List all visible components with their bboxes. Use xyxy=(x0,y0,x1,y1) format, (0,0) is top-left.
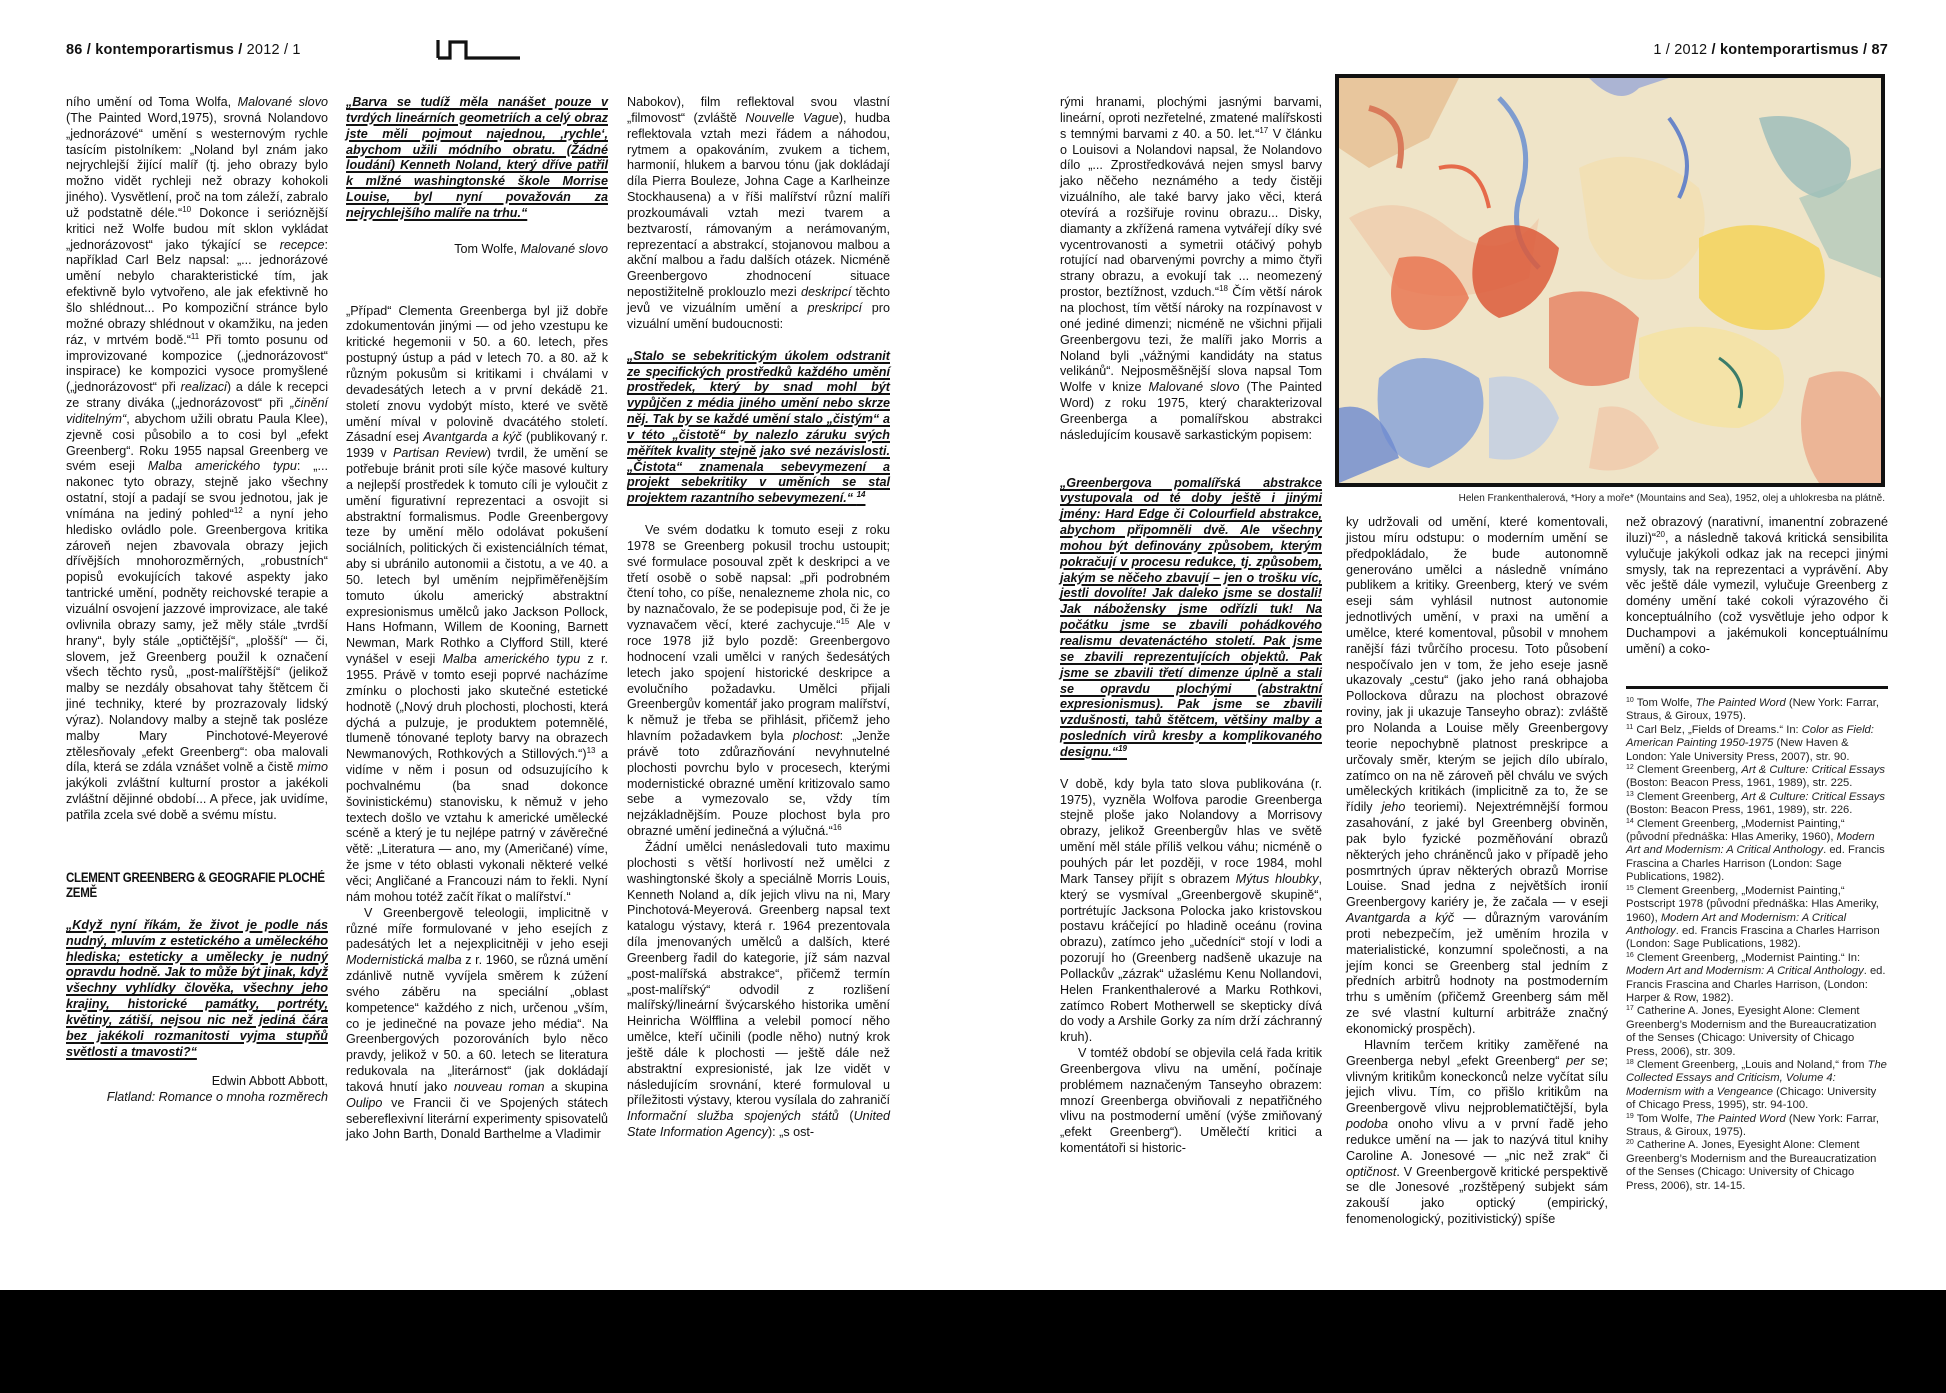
footnote-text: Clement Greenberg, xyxy=(1636,790,1742,803)
text-run: : „... nakonec tyto obrazy, stejně jako všechny ostatní, stojí a padají se svou jednotou, jak je vnímána na jediný pohled“ xyxy=(66,459,328,521)
text-run: Hlavním terčem kritiky zaměřené na Greenberga nebyl „efekt Greenberg“ xyxy=(1346,1037,1608,1068)
italic-text: per se xyxy=(1566,1053,1605,1068)
text-run: ( xyxy=(838,1109,854,1124)
header-separator: / xyxy=(82,42,96,58)
footnote xyxy=(1626,764,1888,791)
footnote-number: 16 xyxy=(1626,951,1634,959)
footnote-text: (Boston: Beacon Press, 1961, 1989), str. 226. xyxy=(1626,804,1853,817)
italic-text: Oulipo xyxy=(346,1095,383,1110)
italic-text: optičnost xyxy=(1346,1164,1397,1179)
text-run: ): „s ost- xyxy=(767,1125,815,1140)
left-page-header xyxy=(66,42,301,58)
text-run: a nyní jeho hledisko ovládlo pole. Greenbergova kritika zároveň nejen zbavovala obrazy jejich dřívějších mnohorozměrných, „robustních“ popisů evokujících takové aspekty jako tantrické umění, podněty reichovské terapie a vizuální osvojení jazzové improvizace, ale také ovlivnila obrazy samy, jež měly stále „tvrdší hrany“, byly stále „optičtější“, „plošší“ — či, slovem, jež Greenberg použil k označení všech těchto rysů, „post-malířštější“ (jelikož malby se nezdály obsahovat tahy štětcem či jiné techniky, které by prozrazovaly lidský výraz). Nolandovy malby a stejně tak posléze malby Mary Pinchotové-Meyerové ztělesňovaly „efekt Greenberg“: oba malovali díla, která se zdála vznášet volně a čistě xyxy=(66,506,328,775)
right-magazine-name: kontemporartismus xyxy=(1720,42,1859,58)
text-run: (publikovaný r. 1939 v xyxy=(346,430,608,461)
footnote-text: Clement Greenberg, „Modernist Painting,“ (původní přednáška: Hlas Ameriky, 1960), xyxy=(1626,817,1845,844)
paragraph xyxy=(1346,515,1608,1038)
italic-text: Mýtus hloubky xyxy=(1235,871,1319,886)
footnote-title: Modern Art and Modernism: A Critical Anthology xyxy=(1626,831,1875,857)
paragraph xyxy=(1626,515,1888,658)
footnote-text: . ed. Francis Frascina a Charles Harrison (London: Sage Publications, 1982). xyxy=(1626,924,1880,951)
text-run: z r. 1955. Právě v tomto eseji poprvé nacházíme zmínku o plochosti jako skutečné estetické hodnotě („Nový druh plochosti, plochosti, která dýchá a pulzuje, je produktem potemnělé, tlumeně tónované teploty barvy na obrazech Newmanových, Rothkových a Stillových.“) xyxy=(346,652,608,762)
footnote-ref: 11 xyxy=(190,331,200,341)
text-run: V době, kdy byla tato slova publikována (r. 1975), vyzněla Wolfova parodie Greenberga stejně ploše jako Nolandovy a Morrisovy obrazy, jelikož Greenbergův hlas ve světě umění měl stále příliš velkou váhu; nicméně o pouhých pár let později, v roce 1984, mohl Mark Tansey přijít s obrazem xyxy=(1060,776,1322,886)
footnote-number: 13 xyxy=(1626,790,1634,798)
footnote-text: Tom Wolfe, xyxy=(1636,1112,1696,1125)
text-run: : „Jenže právě toto zdůrazňování nevyhnutelné plochosti povrchu bylo v procesech, kterými modernistické obrazné umění kritizovalo samo sebe a vymezovalo se, vždy tím nejzákladnějším. Pouze plochost byla pro obrazné umění jedinečná a výlučná.“ xyxy=(627,729,890,839)
footnote-text: Clement Greenberg, „Louis and Noland,“ from xyxy=(1636,1058,1868,1071)
text-run: a vidíme v něm i posun od odsuzujícího k pochvalnému (ba snad dokonce šovinistickému) stanovisku, k němuž v jeho textech došlo ve vztahu k americké umělecké scéně a který je tu nejlépe patrný v závěrečné větě: „Literatura — ano, my (Američané) víme, že jsme v této oblasti vykonali některé velké věci; Angličané a Francouzi nám to řekli. Nyní nám mohou totéž začít říkat o malířství.“ xyxy=(346,747,608,904)
text-run: , abychom užili obratu Paula Klee), zjevně cosi působilo a to cosi byl „efekt Greenberg“. Roku 1955 napsal Greenberg ve svém eseji xyxy=(66,411,328,474)
italic-text: Avantgarda a kýč xyxy=(1346,911,1455,926)
italic-text: Avantgarda a kýč xyxy=(423,430,522,445)
footnote-title: Art & Culture: Critical Essays xyxy=(1741,764,1885,777)
left-page-number: 86 xyxy=(66,42,83,58)
footnote-number: 11 xyxy=(1626,723,1634,731)
right-issue: 1 / 2012 xyxy=(1653,42,1708,58)
italic-text: realizaci xyxy=(180,380,227,395)
footnote-ref: 10 xyxy=(182,204,192,214)
footnote-text: Clement Greenberg, xyxy=(1636,764,1742,777)
column-2 xyxy=(346,95,608,1143)
italic-text: United State Information Agency xyxy=(627,1109,890,1140)
italic-text: Partisan Review xyxy=(392,446,487,461)
left-magazine-name: kontemporartismus xyxy=(95,42,234,58)
footnote-text: Clement Greenberg, „Modernist Painting.“ In: xyxy=(1636,951,1861,964)
italic-text: Malované slovo xyxy=(520,241,608,256)
text-run: ) a dále k recepci ze strany diváka („jednorázovost“ při xyxy=(66,380,328,411)
footnote-title: The Collected Essays and Criticism, Volume 4: Modernism with a Vengeance xyxy=(1626,1058,1887,1098)
column-4 xyxy=(1060,95,1322,1157)
footnote-number: 18 xyxy=(1626,1058,1634,1066)
column-5 xyxy=(1346,515,1608,1228)
italic-text: recepce xyxy=(279,237,325,252)
text-run: pro vizuální umění budoucnosti: xyxy=(627,300,890,331)
footnote-ref: 16 xyxy=(832,823,842,833)
right-page-number: 87 xyxy=(1871,42,1888,58)
italic-text: preskripcí xyxy=(807,300,863,315)
paragraph xyxy=(346,906,608,1144)
italic-text: plochost xyxy=(792,729,840,744)
text-run: V článku o Louisovi a Nolandovi napsal, že Nolandovo dílo „... Zprostředkovává nejen smysl barvy jako něčeho neznámého a tedy čistěji vizuálního, ale také barvy jako věci, která otevírá a rozšiřuje rovinu obrazu... Disky, diamanty a zkřížená ramena vytvářejí díky své vycentrovanosti a symetrii otáčivý pohyb rotující nad obarvenými povrchy a mimo čtyři strany obrazu, a evokují tak ... neomezený prostor, beztížnost, vzduch.“ xyxy=(1060,126,1322,300)
footnote xyxy=(1626,952,1888,1006)
bottom-black-bar xyxy=(0,1290,1946,1393)
header-separator: / xyxy=(1707,42,1721,58)
text-run: — důrazným varováním proti nebezpečím, jež uměním hrozila v materialistické, konzumní společnosti, a na jejím konci se Greenberg stal jedním z předních arbitrů hodnoty na postmoderním trhu s uměním (přičemž Greenberg sám měl ze své vlastní kulturní arbitráže značný ekonomický prospěch). xyxy=(1346,911,1608,1036)
section-heading: CLEMENT GREENBERG & GEOGRAFIE PLOCHÉ ZEMĚ xyxy=(66,869,325,900)
text-run: , který se vysmíval „Greenbergově skupině“, portrétujíc Jacksona Polocka jako kristovskou postavu kráčející po hladině oceánu (rovina obrazu), zatímco jeho „učedníci“ stojí v lodi a pozorují ho (Greenberg nadšeně ukazuje na Pollackův „zázrak“ užaslému Kenu Nollandovi, Helen Frankenthalerové a Marku Rothkovi, zatímco Robert Motherwell se skepticky dívá do vody a Arshile Gorky za ním drží záchranný kruh). xyxy=(1060,871,1322,1045)
paragraph xyxy=(346,304,608,906)
figure-caption: Helen Frankenthalerová, *Hory a moře* (Mountains and Sea), 1952, olej a uhlokresba na plátně. xyxy=(1458,493,1885,504)
italic-text: Malba amerického typu xyxy=(147,459,297,474)
paragraph xyxy=(1060,777,1322,1046)
footnote-text: . ed. Francis Frascina and Charles Harrison, (London: Harper & Row, 1982). xyxy=(1626,965,1886,1004)
text-run: než obrazový (narativní, imanentní zobrazené iluzi)“ xyxy=(1626,515,1888,545)
paragraph xyxy=(627,523,890,840)
paragraph xyxy=(627,95,890,333)
abstract-painting-illustration xyxy=(1339,78,1881,483)
text-run: Žádní umělci nenásledovali tuto maximu plochosti s větší horlivostí než umělci z washingtonské školy a speciálně Morris Louis, Kenneth Noland a, dík jejich vlivu na ni, Mary Pinchotová-Meyerová. Greenberg napsal text katalogu výstavy, která r. 1964 prezentovala díla jmenovaných umělců a dalších, které Greenberg řadil do kategorie, jíž sám nazval „post-malířská abstrakce“, přičemž termín „post-malířský“ odvodil z rozlišení malířský/lineární švýcarského historika umění Heinricha Wölfflina a velebil pomocí něho umělce, kteří učinili (podle něho) nutný krok ještě dále k plochosti — ještě dále než abstraktní expresionisté, jak lze vidět v následujícím srovnání, které formuloval u příležitosti výstavy, kterou vysílala do zahraničí xyxy=(627,839,890,1108)
italic-text: podoba xyxy=(1346,1117,1389,1132)
footnote xyxy=(1626,1139,1888,1193)
italic-text: Malované slovo xyxy=(237,95,328,109)
footnote-title: Color as Field: American Painting 1950-1975 xyxy=(1626,723,1874,750)
footnote-text: (New York: Farrar, Straus, & Giroux, 1975). xyxy=(1626,697,1879,723)
text-run: Ale v roce 1978 již bylo pozdě: Greenbergovo hodnocení vzali umělci v raných šedesátých letech jako spojení historické deskripce a evolučního požadavku. Umělci přijali Greenbergův komentář jako program malířství, k němuž je třeba se přihlásit, přičemž jeho hlavním požadavkem byla xyxy=(627,618,890,744)
footnote-number: 12 xyxy=(1626,764,1634,772)
footnote-text: Catherine A. Jones, Eyesight Alone: Clement Greenberg’s Modernism and the Bureaucratization of the Senses (Chicago: University of Chicago Press, 2006), str. 309. xyxy=(1626,1005,1877,1058)
footnote-title: Modern Art and Modernism: A Critical Anthology xyxy=(1626,911,1847,937)
italic-text: „činění viditelným“ xyxy=(66,396,328,426)
footnote-ref: 13 xyxy=(586,746,596,756)
text-run: ky udržovali od umění, které komentovali, jistou míru odstupu: o moderním umění se předpokládalo, že bude autonomně generováno umělci a následně vnímáno publikem a kritiky. Greenberg, který ve svém eseji sám vyhlásil nutnost autonomie jednotlivých umění, v praxi na umění a umělce, které komentoval, působil v mnohem ranější fázi tvůrčího procesu. Toto působení nespočívalo jen v tom, že jeho eseje jasně ukazovaly „cestu“ (jako jeho raná obhajoba Pollockova důrazu na plochost obrazové roviny, jak ji ukazuje Tanseyho obraz): zvláště pro Nolanda a Louise měly Greenbergovy teorie nepochybně platnost preskripce a určovaly směr, kterým se jejich dílo ubíralo, zatímco on na ně zároveň pěl chválu ve svých uměleckých kritikách (implicitně za to, že se řídily xyxy=(1346,515,1608,815)
text-run: Ve svém dodatku k tomuto eseji z roku 1978 se Greenberg pokusil trochu ustoupit; své formulace posouval zpět k deskripci a ve třetí osobě o sobě napsal: „při podrobném čtení toho, co píše, nenalezneme zhola nic, co by naznačovalo, že se podepisuje pod, či že je vyznavačem věcí, které zachycuje.“ xyxy=(627,523,890,633)
footnote-text: (Chicago: University of Chicago Press, 1995), str. 94-100. xyxy=(1626,1085,1877,1112)
text-run: „Stalo se sebekritickým úkolem odstranit ze specifických prostředků každého umění prostředek, který by snad mohl být vypůjčen z média jiného umění nebo skrze něj. Tak by se každé umění stalo „čistým“ a v této „čistotě“ by nalezlo záruku svých měřítek kvality stejně jako své nezávislosti. „Čistota“ znamenala sebevymezení a projekt sebekritiky v uměních se stal projektem razantního sebevymezení.“ xyxy=(627,348,890,506)
header-separator: / xyxy=(233,42,247,58)
epigraph-attribution xyxy=(66,1074,328,1106)
text-run: „Případ“ Clementa Greenberga byl již dobře zdokumentován jinými — od jeho vzestupu ke kritické hegemonii v 50. a 60. letech, přes postupný ústup a pád v letech 70. a 80. až k různým pokusům si kritikami i chválami v devadesátých letech a v první dekádě 21. století znovu vydobýt místo, které ve světě umění míval v polovině dvacátého století. Zásadní esej xyxy=(346,303,608,445)
text-run: . V Greenbergově kritické perspektivě se dle Jonesové „rozštěpený subjekt sám zakouší jako optický (empirický, fenomenologický, pozitivistický) spíše xyxy=(1346,1164,1608,1227)
text-run: Edwin Abbott Abbott, xyxy=(211,1074,328,1089)
text-run: ního umění od Toma Wolfa, xyxy=(66,95,238,109)
text-run: Dokonce i serióznější kritici než Wolfe budou mít sklon vykládat „jednorázovost“ jako týkající se xyxy=(66,205,328,252)
text-run: ve Francii či ve Spojených státech sebereflexivní literární experimenty spisovatelů jako John Barth, Donald Barthelme a Vladimir xyxy=(346,1095,608,1142)
text-run: z r. 1960, se různá umění zdánlivě nutně vyvíjela směrem k zúžení svého záběru na speciální „oblast kompetence“ každého z nich, určenou „vším, co je jedinečné na povaze jeho média“. Na Greenbergových pozorováních bylo něco pravdy, jelikož v 50. a 60. letech se literatura redukovala na „literárnost“ (jak dokládají taková hnutí jako xyxy=(346,953,608,1094)
footnote-number: 17 xyxy=(1626,1005,1634,1013)
footnote-ref: 17 xyxy=(1259,125,1269,135)
footnote-text: (New Haven & London: Yale University Press, 2007), str. 90. xyxy=(1626,737,1850,763)
footnotes-divider xyxy=(1626,686,1888,689)
italic-text: Flatland: Romance o mnoha rozměrech xyxy=(106,1090,328,1105)
block-quote xyxy=(1060,476,1322,761)
left-issue: 2012 / 1 xyxy=(246,42,301,58)
text-run: Čím větší nárok na plochost, tím větší nároky na rozpínavost v oné jediné dimenzi; nicméně ne všichni přijali Greenbergovu tezi, že malíři jako Morris a Noland byli „vážnými kandidáty na status velikánů“. Nejposměšnější slova napsal Tom Wolfe v knize xyxy=(1060,285,1322,395)
text-run: těchto jevů ve vizuálním umění a xyxy=(627,285,890,315)
text-run: (The Painted Word,1975), srovná Nolandovo „jednorázové“ umění s westernovým rychle tasícím pistolníkem: „Noland byl znám jako nejrychlejší žijící malíř (tj. jeho obrazy bylo možno vidět rychleji než obrazy kohokoli jiného). Vysvětlení, proč na tom záleží, zabralo už podstatně déle.“ xyxy=(66,110,328,220)
footnote-text: (New York: Farrar, Straus, & Giroux, 1975). xyxy=(1626,1112,1879,1138)
footnote-title: The Painted Word xyxy=(1695,697,1786,709)
footnote xyxy=(1626,885,1888,952)
footnote xyxy=(1626,1005,1888,1059)
paragraph xyxy=(1060,95,1322,444)
footnote-ref: 20 xyxy=(1656,529,1665,539)
painting-image xyxy=(1335,74,1885,487)
text-run: jakýkoli zvláštní kulturní prostor a jakékoli zvláštní dějinné období... A přece, jak uvidíme, patřila zcela své době a svému místu. xyxy=(66,776,328,822)
text-run: rými hranami, plochými jasnými barvami, lineární, oproti nezřetelné, zmatené malířskosti s temnými barvami z 40. a 50. let.“ xyxy=(1060,95,1322,141)
footnote-title: Art & Culture: Critical Essays xyxy=(1741,790,1885,803)
epigraph-attribution xyxy=(346,242,608,258)
epigraph-quote: „Když nyní říkám, že život je podle nás nudný, mluvím z estetického a uměleckého hlediska; esteticky a umělecky je nudný opravdu hodně. Jak to může být jinak, když všechny vyhlídky člověka, všechny jeho krajiny, historické památky, portréty, květiny, zátiší, nejsou nic než jediná čára bez jakékoli rozmanitosti vyjma stupňů světlosti a tmavosti?“ xyxy=(66,917,328,1059)
text-run: ), hudba reflektovala vztah mezi řádem a náhodou, rytmem a opakováním, zvukem a tichem, harmonií, hlukem a barvou tónu (jak dokládají díla Pierra Bouleze, Johna Cage a Karlheinze Stockhausena) a v říši malířství různí malíři prozkoumávali vztah mezi tvarem a beztvarostí, rámovaným a nerámovaným, reprezentací a abstrakcí, stojanovou malbou a akční malbou a řadu dalších otázek. Nicméně Greenbergovo zhodnocení situace nepostižitelně proklouzlo mezi xyxy=(627,110,891,300)
paragraph xyxy=(66,95,328,824)
column-3 xyxy=(627,95,890,1141)
italic-text: Malba amerického typu xyxy=(442,652,581,667)
text-run: (The Painted Word) z roku 1975, který charakterizoval Greenberga a pomalířskou abstrakci následujícím kousavě sarkastickým popisem: xyxy=(1060,380,1322,442)
footnote-text: Tom Wolfe, xyxy=(1636,697,1696,709)
footnote xyxy=(1626,1113,1888,1140)
footnote-number: 10 xyxy=(1626,697,1634,704)
footnotes xyxy=(1626,697,1888,1193)
text-run: „Greenbergova pomalířská abstrakce vystupovala od té doby ještě i jinými jmény: Hard Edge či Colourfield abstrakce, abychom připomněli dvě. Ale všechny mohou být definovány způsobem, kterým pokračují v procesu redukce, tj. způsobem, jakým se něčeho zbavují – jen o trošku víc, jestli dovolíte! Jak daleko jsme se dostali! Jak nábožensky jsme odřízli tuk! Na počátku jsme se zbavili pohádkového realismu devatenáctého století. Pak jsme se zbavili reprezentujících objektů. Pak jsme se zbavili třetí dimenze úplně a stali se opravdu plochými (abstraktní expresionismus). Pak jsme se zbavili vzdušnosti, tahů štětcem, většiny malby a posledních virů kresby a komplikovaného designu.“ xyxy=(1060,475,1322,759)
footnote-number: 19 xyxy=(1626,1112,1634,1120)
footnote-ref: 14 xyxy=(856,490,866,500)
footnote-title: The Painted Word xyxy=(1695,1112,1786,1125)
paragraph xyxy=(1346,1038,1608,1228)
footnote-title: Modern Art and Modernism: A Critical Anthology xyxy=(1626,965,1864,978)
italic-text: deskripcí xyxy=(800,285,852,300)
footnote-number: 20 xyxy=(1626,1139,1634,1147)
magazine-logo-icon xyxy=(436,38,522,60)
footnote-ref: 18 xyxy=(1219,284,1228,294)
text-run: Nabokov), film reflektoval svou vlastní „filmovost“ (zvláště xyxy=(627,95,890,125)
text-run: onoho vlivu a v první řadě jeho redukce umění na — jak to nazývá titul knihy Caroline A. Jonesové — „nic než zrak“ či xyxy=(1346,1117,1608,1163)
text-run: a skupina xyxy=(544,1079,608,1094)
footnote-ref: 19 xyxy=(1118,743,1127,753)
italic-text: Nouvelle Vague xyxy=(745,110,839,125)
footnote-text: Catherine A. Jones, Eyesight Alone: Clement Greenberg’s Modernism and the Bureaucratization of the Senses (Chicago: University of Chicago Press, 2006), str. 14-15. xyxy=(1626,1139,1877,1192)
footnote-text: Carl Belz, „Fields of Dreams.“ In: xyxy=(1636,723,1802,736)
italic-text: nouveau roman xyxy=(453,1079,545,1094)
paragraph: V tomtéž období se objevila celá řada kritik Greenbergova vlivu na umění, počínaje problémem naznačeným Tanseyho obrazem: mnozí Greenberga obviňovali z nepatřičného vlivu na postmoderní umění (výše zmiňovaný „efekt Greenberg“). Umělečtí kritici a komentátoři si historic- xyxy=(1060,1046,1322,1156)
footnote xyxy=(1626,1059,1888,1113)
italic-text: mimo xyxy=(297,760,328,775)
paragraph xyxy=(627,840,890,1141)
text-run: ; vlivným kritikům koneckonců nelze vyčítat sílu jejich vlivu. Tím, co přišlo kritikům na Greenbergově vlivu nejproblematičtější, byla xyxy=(1346,1053,1608,1116)
footnote xyxy=(1626,724,1888,764)
footnote-number: 14 xyxy=(1626,817,1634,825)
footnote xyxy=(1626,791,1888,818)
column-1 xyxy=(66,95,328,1106)
footnote-text: Clement Greenberg, „Modernist Painting,“ Postscript 1978 (původní přednáška: Hlas Ameriky, 1960), xyxy=(1626,884,1879,924)
epigraph-quote: „Barva se tudíž měla nanášet pouze v tvrdých lineárních geometriích a celý obraz jste měli pojmout najednou, ‚rychle‘, abychom užili módního obratu. (Žádné loudání) Kenneth Noland, který dříve patřil k mlžné washingtonské škole Morrise Louise, byl nyní považován za nejrychlejšího malíře na trhu.“ xyxy=(346,95,608,220)
italic-text: Modernistická malba xyxy=(346,953,462,968)
text-run: V Greenbergově teleologii, implicitně v různé míře formulované v jeho esejích z padesátých let a nejexplicitněji v jeho eseji xyxy=(346,905,608,952)
right-page-header xyxy=(1653,42,1888,58)
text-run: , a následně taková kritická sensibilita vylučuje jakýkoli odkaz jak na recepci jinými smysly, tak na reprezentaci a vyprávění. Aby věc ještě dále vymezil, vylučuje Greenberg z domény umění také cokoli výrazového či konceptuálního (což vysvětluje jeho odpor k Duchampovi a jakémukoli konceptuálnímu umění) a coko- xyxy=(1626,530,1888,656)
footnote-number: 15 xyxy=(1626,884,1634,892)
footnote-ref: 15 xyxy=(840,617,850,627)
header-separator: / xyxy=(1858,42,1872,58)
footnote-text: (Boston: Beacon Press, 1961, 1989), str. 225. xyxy=(1626,777,1853,790)
text-run: ) tvrdil, že umění se potřebuje bránit proti síle kýče masové kultury a nejlepší prostředek k tomuto cíli je vyloučit z umění figurativní reprezentaci a osvojit si abstraktní formalismus. Podle Greenbergovy teze by umění mělo odolávat pokušení sociálních, politických či existenciálních témat, aby si ubránilo autonomii a čistotu, a ve 40. a 50. letech byl uměním nejpřiměřenějším tomuto úkolu americký abstraktní expresionismus umělců jako Jackson Pollock, Hans Hofmann, Willem de Kooning, Barnett Newman, Mark Rothko a Clyfford Still, které vynášel v eseji xyxy=(346,446,608,667)
footnote xyxy=(1626,818,1888,885)
footnote-ref: 12 xyxy=(233,505,243,515)
footnote xyxy=(1626,697,1888,724)
footnote-text: . ed. Francis Frascina a Charles Harrison (London: Sage Publications, 1982). xyxy=(1626,844,1885,884)
italic-text: Malované slovo xyxy=(1148,380,1240,395)
text-run: Při tomto posunu od improvizované kompozice („jednorázovost“ inspirace) ke kompozici vysoce promyšlené („jednorázovost“ při xyxy=(66,332,328,395)
text-run: : například Carl Belz napsal: „... jednorázové umění nebylo charakteristické tím, jak efektivně bylo vytvořeno, ale jak efektivně ho šlo shlédnout... Po kompoziční stránce bylo možné obrazy shlédnout v okamžiku, na jeden ráz, v mrtvém bodě.“ xyxy=(66,237,328,347)
italic-text: Informační služba spojených států xyxy=(627,1109,839,1124)
block-quote xyxy=(627,349,890,507)
column-6 xyxy=(1626,515,1888,658)
italic-text: jeho xyxy=(1381,800,1406,815)
text-run: Tom Wolfe, xyxy=(454,241,521,256)
text-run: teoriemi). Nejextrémnější formou zasahování, z jaké byl Greenberg obviněn, pak bylo fyzické pozměňování obrazů některých jeho chráněnců jako v případě jeho posmrtných úprav některých obrazů Morrise Louise. Snad jedna z největších ironií Greenbergovy kariéry je, že začala — v eseji xyxy=(1346,800,1608,910)
